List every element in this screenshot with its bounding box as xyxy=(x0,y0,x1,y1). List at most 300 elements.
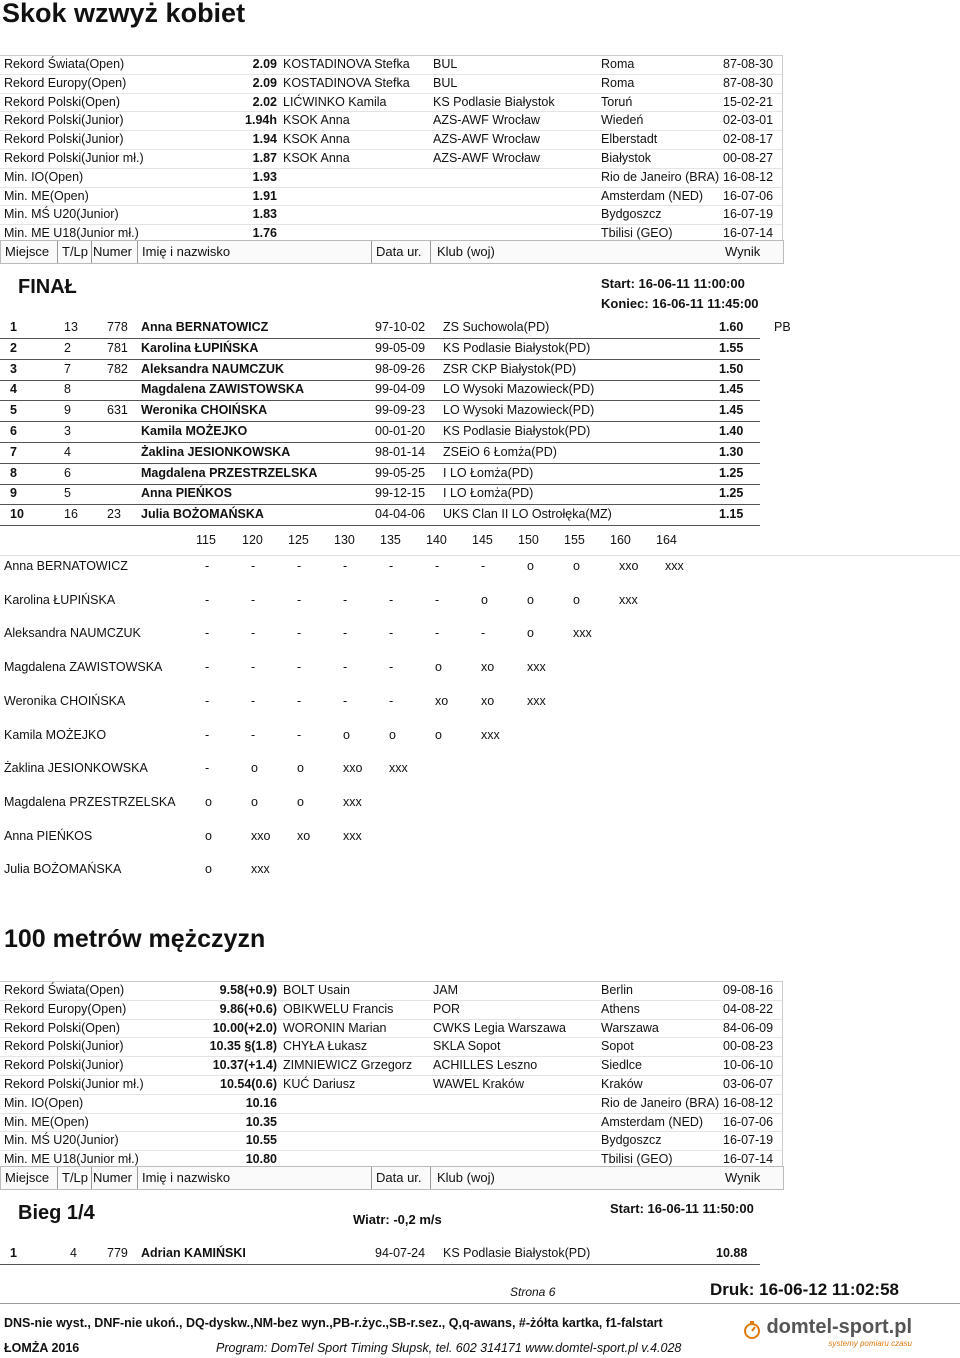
record-date: 87-08-30 xyxy=(723,57,774,71)
record-date: 02-03-01 xyxy=(723,113,774,128)
result-row xyxy=(0,484,760,505)
attempt-mark: - xyxy=(297,626,302,641)
record-date: 16-07-19 xyxy=(723,1133,774,1148)
result-value: 1.30 xyxy=(719,444,744,459)
attempt-athlete-name: Karolina ŁUPIŃSKA xyxy=(4,592,116,607)
result-note: PB xyxy=(774,320,791,334)
record-value: 1.91 xyxy=(252,188,277,203)
record-holder: WORONIN Marian xyxy=(283,1020,387,1035)
record-value: 1.83 xyxy=(252,207,277,222)
attempt-mark: - xyxy=(251,626,256,641)
result-place: 4 xyxy=(10,382,17,397)
header-imie: Imię i nazwisko xyxy=(142,1170,231,1185)
attempt-mark: xxo xyxy=(619,559,639,573)
header-separator xyxy=(371,241,372,263)
attempt-mark: o xyxy=(205,794,212,809)
record-club: AZS-AWF Wrocław xyxy=(433,113,540,128)
result-name: Karolina ŁUPIŃSKA xyxy=(141,340,259,355)
result-value: 1.50 xyxy=(719,361,744,376)
record-value: 10.80 xyxy=(245,1152,277,1167)
attempt-mark: xxx xyxy=(251,862,270,877)
header-data: Data ur. xyxy=(376,244,422,259)
record-club: WAWEL Kraków xyxy=(433,1076,524,1091)
attempt-mark: - xyxy=(481,626,486,641)
height-value: 145 xyxy=(472,533,493,547)
divider xyxy=(0,555,960,556)
header-klub: Klub (woj) xyxy=(437,244,495,259)
result-name: Aleksandra NAUMCZUK xyxy=(141,361,285,376)
result-name: Kamila MOŻEJKO xyxy=(141,424,248,438)
attempt-mark: - xyxy=(205,559,210,573)
result-lp: 9 xyxy=(64,403,71,418)
result-lp: 7 xyxy=(64,361,71,376)
result-dob: 98-09-26 xyxy=(375,361,426,376)
record-date: 00-08-27 xyxy=(723,150,774,165)
attempt-athlete-name: Julia BOŻOMAŃSKA xyxy=(4,862,122,877)
result-number: 779 xyxy=(107,1246,128,1260)
attempt-mark: xo xyxy=(297,828,311,843)
record-date: 16-08-12 xyxy=(723,1095,774,1110)
result-dob: 99-05-09 xyxy=(375,340,426,355)
records-table xyxy=(0,55,783,244)
legend-text: DNS-nie wyst., DNF-nie ukoń., DQ-dyskw.,NM-bez wyn.,PB-r.życ.,SB-r.sez., Q,q-awans, #-żółta kartka, f1-falstart xyxy=(4,1316,663,1330)
attempt-mark: o xyxy=(205,828,212,843)
record-value: 2.02 xyxy=(252,94,277,109)
result-dob: 94-07-24 xyxy=(375,1246,426,1260)
record-value: 1.93 xyxy=(252,169,277,184)
header-tlp: T/Lp xyxy=(62,244,89,259)
result-lp: 6 xyxy=(64,465,71,480)
brand-logo xyxy=(766,1316,912,1348)
record-value: 10.16 xyxy=(245,1095,277,1110)
attempt-mark: - xyxy=(205,592,210,607)
attempt-mark: xxx xyxy=(527,693,546,708)
attempt-mark: - xyxy=(481,559,486,573)
record-place: Wiedeń xyxy=(601,113,644,128)
result-name: Adrian KAMIŃSKI xyxy=(141,1246,246,1260)
attempt-mark: - xyxy=(389,693,394,708)
attempt-mark: xxx xyxy=(665,559,684,573)
record-label: Min. ME(Open) xyxy=(4,188,89,203)
attempt-mark: o xyxy=(435,660,442,675)
record-date: 09-08-16 xyxy=(723,983,774,997)
record-row xyxy=(0,1020,782,1039)
record-place: Tbilisi (GEO) xyxy=(601,1152,673,1167)
header-miejsce: Miejsce xyxy=(5,244,50,259)
record-place: Elberstadt xyxy=(601,132,658,147)
result-place: 10 xyxy=(10,507,24,522)
result-club: KS Podlasie Białystok(PD) xyxy=(443,424,591,438)
record-row xyxy=(0,1114,782,1133)
result-value: 1.40 xyxy=(719,424,744,438)
attempt-mark: o xyxy=(527,559,534,573)
attempt-mark: - xyxy=(389,559,394,573)
result-row xyxy=(0,464,760,485)
record-row xyxy=(0,982,782,1001)
record-label: Rekord Polski(Junior) xyxy=(4,1039,124,1054)
height-value: 120 xyxy=(242,533,263,547)
result-value: 1.25 xyxy=(719,486,744,501)
header-separator xyxy=(57,1167,58,1189)
result-name: Magdalena ZAWISTOWSKA xyxy=(141,382,304,397)
attempt-mark: xxx xyxy=(343,794,362,809)
attempt-athlete-name: Kamila MOŻEJKO xyxy=(4,727,107,742)
result-name: Anna BERNATOWICZ xyxy=(141,320,269,334)
attempt-mark: - xyxy=(297,727,302,742)
attempt-mark: - xyxy=(389,626,394,641)
attempt-mark: o xyxy=(251,761,258,776)
result-value: 1.60 xyxy=(719,320,744,334)
record-club: CWKS Legia Warszawa xyxy=(433,1020,566,1035)
result-club: KS Podlasie Białystok(PD) xyxy=(443,1246,591,1260)
result-value: 1.45 xyxy=(719,403,744,418)
result-dob: 99-12-15 xyxy=(375,486,426,501)
attempt-mark: xo xyxy=(481,693,495,708)
record-club: SKLA Sopot xyxy=(433,1039,501,1054)
record-place: Tbilisi (GEO) xyxy=(601,226,673,241)
record-label: Min. IO(Open) xyxy=(4,1095,84,1110)
record-holder: KOSTADINOVA Stefka xyxy=(283,57,410,71)
height-value: 160 xyxy=(610,533,631,547)
header-tlp: T/Lp xyxy=(62,1170,89,1185)
result-row xyxy=(0,422,760,443)
start-time-2: Start: 16-06-11 11:50:00 xyxy=(610,1201,754,1216)
attempt-mark: - xyxy=(343,559,348,573)
record-label: Min. ME U18(Junior mł.) xyxy=(4,1152,139,1167)
attempt-mark: - xyxy=(205,660,210,675)
record-value: 10.55 xyxy=(245,1133,277,1148)
result-place: 1 xyxy=(10,1246,17,1260)
record-club: KS Podlasie Białystok xyxy=(433,94,555,109)
record-place: Warszawa xyxy=(601,1020,659,1035)
record-row xyxy=(0,188,782,207)
record-club: BUL xyxy=(433,57,458,71)
result-lp: 16 xyxy=(64,507,78,522)
record-row xyxy=(0,206,782,225)
result-row xyxy=(0,339,760,360)
attempt-athlete-name: Weronika CHOIŃSKA xyxy=(4,693,126,708)
result-club: LO Wysoki Mazowieck(PD) xyxy=(443,403,595,418)
record-date: 16-07-19 xyxy=(723,207,774,222)
height-value: 125 xyxy=(288,533,309,547)
result-number: 782 xyxy=(107,361,128,376)
record-place: Rio de Janeiro (BRA) xyxy=(601,1095,720,1110)
wind-info: Wiatr: -0,2 m/s xyxy=(353,1212,442,1227)
record-date: 03-06-07 xyxy=(723,1076,774,1091)
result-dob: 00-01-20 xyxy=(375,424,426,438)
header-numer: Numer xyxy=(93,244,133,259)
result-row xyxy=(0,380,760,401)
result-place: 6 xyxy=(10,424,17,438)
result-place: 2 xyxy=(10,340,17,355)
attempt-mark: xxx xyxy=(573,626,592,641)
header-wynik: Wynik xyxy=(725,1170,761,1185)
height-value: 135 xyxy=(380,533,401,547)
attempt-athlete-name: Anna BERNATOWICZ xyxy=(4,559,128,573)
record-date: 16-07-14 xyxy=(723,1152,774,1167)
record-value: 9.58(+0.9) xyxy=(219,983,277,997)
record-place: Athens xyxy=(601,1001,640,1016)
result-club: UKS Clan II LO Ostrołęka(MZ) xyxy=(443,507,612,522)
stopwatch-icon xyxy=(742,1320,762,1340)
record-club: AZS-AWF Wrocław xyxy=(433,132,540,147)
attempt-mark: - xyxy=(435,626,440,641)
result-value: 1.15 xyxy=(719,507,744,522)
result-name: Weronika CHOIŃSKA xyxy=(141,403,268,418)
record-row xyxy=(0,1076,782,1095)
height-value: 130 xyxy=(334,533,355,547)
result-row xyxy=(0,1244,760,1265)
attempt-mark: xxx xyxy=(343,828,362,843)
result-dob: 99-09-23 xyxy=(375,403,426,418)
record-place: Amsterdam (NED) xyxy=(601,188,704,203)
attempt-mark: - xyxy=(205,693,210,708)
record-label: Rekord Polski(Junior) xyxy=(4,1058,124,1073)
record-value: 10.37(+1.4) xyxy=(212,1058,277,1073)
record-row xyxy=(0,1001,782,1020)
attempt-mark: - xyxy=(297,559,302,573)
program-info: Program: DomTel Sport Timing Słupsk, tel. 602 314171 www.domtel-sport.pl v.4.028 xyxy=(216,1341,682,1355)
attempt-athlete-name: Magdalena PRZESTRZELSKA xyxy=(4,794,176,809)
attempt-mark: xo xyxy=(481,660,495,675)
result-name: Magdalena PRZESTRZELSKA xyxy=(141,465,318,480)
record-place: Roma xyxy=(601,57,635,71)
result-row xyxy=(0,401,760,422)
record-place: Amsterdam (NED) xyxy=(601,1114,704,1129)
attempt-mark: - xyxy=(205,626,210,641)
result-row xyxy=(0,318,760,339)
header-miejsce: Miejsce xyxy=(5,1170,50,1185)
record-row xyxy=(0,112,782,131)
result-dob: 97-10-02 xyxy=(375,320,426,334)
print-time: Druk: 16-06-12 11:02:58 xyxy=(710,1280,900,1299)
result-club: ZS Suchowola(PD) xyxy=(443,320,550,334)
header-separator xyxy=(57,241,58,263)
record-label: Min. ME U18(Junior mł.) xyxy=(4,226,139,241)
record-row xyxy=(0,56,782,75)
record-value: 1.94h xyxy=(245,113,277,128)
header-separator xyxy=(430,241,431,263)
record-holder: KSOK Anna xyxy=(283,132,350,147)
height-value: 140 xyxy=(426,533,447,547)
height-value: 164 xyxy=(656,533,677,547)
result-place: 1 xyxy=(10,320,17,334)
record-value: 10.35 xyxy=(245,1114,277,1129)
event-title-2: 100 metrów mężczyzn xyxy=(4,925,266,953)
record-value: 1.76 xyxy=(252,226,277,241)
record-value: 10.35 §(1.8) xyxy=(209,1039,277,1054)
record-label: Rekord Świata(Open) xyxy=(4,57,125,71)
result-name: Julia BOŻOMAŃSKA xyxy=(141,507,264,522)
record-label: Rekord Polski(Junior) xyxy=(4,113,124,128)
record-holder: KUĆ Dariusz xyxy=(283,1076,356,1091)
height-value: 115 xyxy=(196,533,216,547)
attempt-mark: xxx xyxy=(527,660,546,675)
round-title-2: Bieg 1/4 xyxy=(18,1202,95,1224)
attempt-mark: o xyxy=(573,559,580,573)
header-separator xyxy=(91,1167,92,1189)
result-lp: 5 xyxy=(64,486,71,501)
record-club: ACHILLES Leszno xyxy=(433,1058,538,1073)
attempt-mark: xxx xyxy=(389,761,408,776)
header-separator xyxy=(137,241,138,263)
logo-subtext: systemy pomiaru czasu xyxy=(828,1339,912,1348)
record-date: 00-08-23 xyxy=(723,1039,774,1054)
result-dob: 99-04-09 xyxy=(375,382,426,397)
record-holder: ZIMNIEWICZ Grzegorz xyxy=(283,1058,413,1073)
logo-text: domtel-sport.pl xyxy=(766,1316,912,1338)
result-lp: 2 xyxy=(64,340,71,355)
record-date: 04-08-22 xyxy=(723,1001,774,1016)
header-separator xyxy=(371,1167,372,1189)
record-place: Toruń xyxy=(601,94,633,109)
record-holder: KSOK Anna xyxy=(283,150,350,165)
result-number: 631 xyxy=(107,403,128,418)
attempt-mark: - xyxy=(205,761,210,776)
record-date: 15-02-21 xyxy=(723,94,774,109)
record-holder: KSOK Anna xyxy=(283,113,350,128)
result-dob: 04-04-06 xyxy=(375,507,426,522)
attempt-mark: o xyxy=(527,592,534,607)
attempt-mark: xxo xyxy=(251,828,271,843)
header-imie: Imię i nazwisko xyxy=(142,244,231,259)
record-holder: CHYŁA Łukasz xyxy=(283,1039,368,1054)
record-value: 1.94 xyxy=(252,132,277,147)
attempt-athlete-name: Anna PIEŃKOS xyxy=(4,828,93,843)
result-name: Anna PIEŃKOS xyxy=(141,486,232,501)
record-place: Bydgoszcz xyxy=(601,1133,662,1148)
attempt-mark: o xyxy=(205,862,212,877)
attempt-mark: o xyxy=(297,761,304,776)
footer-divider xyxy=(0,1303,960,1304)
start-time: Start: 16-06-11 11:00:00 xyxy=(601,276,745,291)
header-numer: Numer xyxy=(93,1170,133,1185)
result-lp: 3 xyxy=(64,424,71,438)
header-wynik: Wynik xyxy=(725,244,761,259)
record-label: Rekord Polski(Junior mł.) xyxy=(4,1076,144,1091)
record-row xyxy=(0,1132,782,1151)
result-club: ZSR CKP Białystok(PD) xyxy=(443,361,577,376)
record-place: Roma xyxy=(601,75,635,90)
result-club: LO Wysoki Mazowieck(PD) xyxy=(443,382,595,397)
attempt-mark: o xyxy=(251,794,258,809)
attempt-mark: - xyxy=(389,592,394,607)
header-klub: Klub (woj) xyxy=(437,1170,495,1185)
result-lp: 4 xyxy=(64,444,71,459)
result-place: 5 xyxy=(10,403,17,418)
record-row xyxy=(0,131,782,150)
record-holder: KOSTADINOVA Stefka xyxy=(283,75,410,90)
attempt-mark: - xyxy=(251,660,256,675)
height-value: 155 xyxy=(564,533,585,547)
result-lp: 13 xyxy=(64,320,78,334)
result-number: 781 xyxy=(107,340,128,355)
attempt-mark: o xyxy=(343,727,350,742)
result-row xyxy=(0,505,760,526)
result-name: Żaklina JESIONKOWSKA xyxy=(141,444,291,459)
record-date: 16-07-06 xyxy=(723,188,774,203)
record-label: Rekord Polski(Open) xyxy=(4,1020,121,1035)
attempt-mark: xxx xyxy=(481,727,500,742)
result-lp: 8 xyxy=(64,382,71,397)
attempt-mark: - xyxy=(343,592,348,607)
record-place: Sopot xyxy=(601,1039,634,1054)
record-place: Siedlce xyxy=(601,1058,642,1073)
city-year: ŁOMŻA 2016 xyxy=(4,1341,80,1355)
result-row xyxy=(0,360,760,381)
record-row xyxy=(0,1038,782,1057)
record-place: Kraków xyxy=(601,1076,643,1091)
record-row xyxy=(0,75,782,94)
result-value: 1.45 xyxy=(719,382,744,397)
attempt-mark: - xyxy=(343,693,348,708)
result-number: 23 xyxy=(107,507,121,522)
round-title: FINAŁ xyxy=(18,276,77,298)
record-value: 2.09 xyxy=(252,57,277,71)
attempt-mark: - xyxy=(343,626,348,641)
page-number: Strona 6 xyxy=(510,1285,556,1299)
attempt-athlete-name: Aleksandra NAUMCZUK xyxy=(4,626,141,641)
attempt-mark: - xyxy=(205,727,210,742)
attempt-mark: o xyxy=(389,727,396,742)
attempt-mark: - xyxy=(297,592,302,607)
attempt-athlete-name: Magdalena ZAWISTOWSKA xyxy=(4,660,163,675)
attempt-mark: - xyxy=(251,559,256,573)
result-club: KS Podlasie Białystok(PD) xyxy=(443,340,591,355)
attempt-athlete-name: Żaklina JESIONKOWSKA xyxy=(4,761,148,776)
record-place: Bydgoszcz xyxy=(601,207,662,222)
record-value: 1.87 xyxy=(252,150,277,165)
record-label: Rekord Świata(Open) xyxy=(4,983,125,997)
record-row xyxy=(0,150,782,169)
record-date: 16-07-14 xyxy=(723,226,774,241)
attempt-mark: - xyxy=(435,592,440,607)
attempt-mark: - xyxy=(251,592,256,607)
record-holder: OBIKWELU Francis xyxy=(283,1001,394,1016)
record-value: 10.00(+2.0) xyxy=(212,1020,277,1035)
header-separator xyxy=(137,1167,138,1189)
header-separator xyxy=(430,1167,431,1189)
record-label: Rekord Europy(Open) xyxy=(4,75,127,90)
attempt-mark: xxo xyxy=(343,761,363,776)
attempt-mark: xo xyxy=(435,693,449,708)
record-date: 87-08-30 xyxy=(723,75,774,90)
record-row xyxy=(0,1057,782,1076)
record-date: 16-08-12 xyxy=(723,169,774,184)
result-place: 7 xyxy=(10,444,17,459)
result-place: 9 xyxy=(10,486,17,501)
attempt-mark: - xyxy=(297,660,302,675)
attempt-mark: - xyxy=(389,660,394,675)
event-title: Skok wzwyż kobiet xyxy=(2,0,246,28)
result-place: 3 xyxy=(10,361,17,376)
attempt-mark: o xyxy=(435,727,442,742)
results-header-2 xyxy=(0,1166,784,1190)
height-value: 150 xyxy=(518,533,539,547)
attempt-mark: - xyxy=(297,693,302,708)
record-value: 2.09 xyxy=(252,75,277,90)
record-label: Rekord Europy(Open) xyxy=(4,1001,127,1016)
record-label: Rekord Polski(Open) xyxy=(4,94,121,109)
records-table-2 xyxy=(0,981,783,1170)
record-row xyxy=(0,169,782,188)
attempt-mark: xxx xyxy=(619,592,638,607)
record-row xyxy=(0,94,782,113)
attempt-mark: o xyxy=(573,592,580,607)
result-club: I LO Łomża(PD) xyxy=(443,486,534,501)
record-place: Białystok xyxy=(601,150,652,165)
result-lp: 4 xyxy=(70,1246,77,1260)
